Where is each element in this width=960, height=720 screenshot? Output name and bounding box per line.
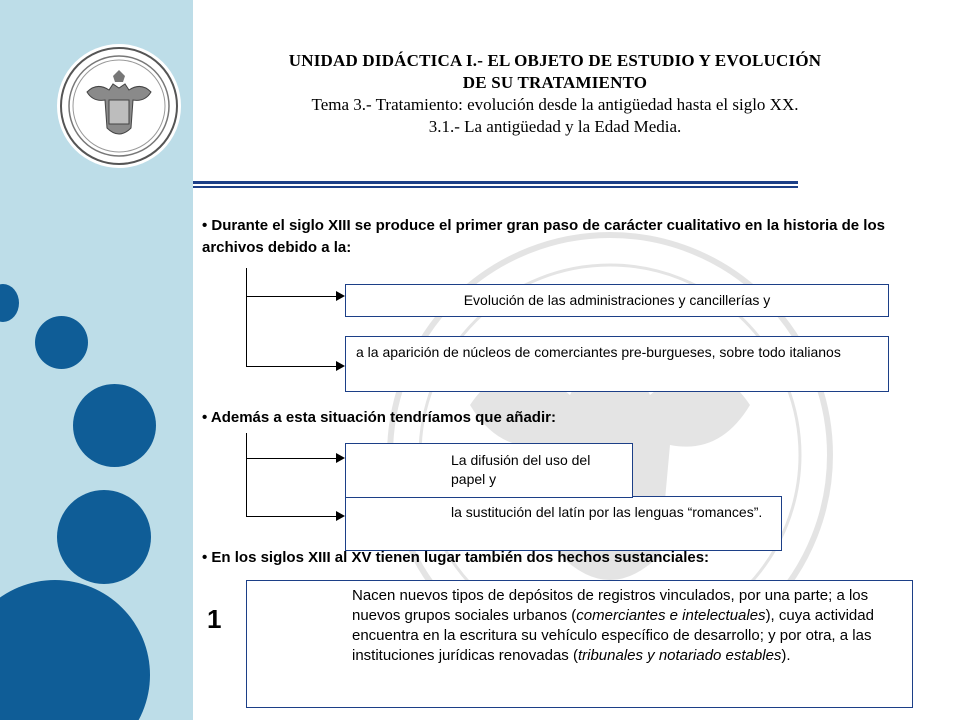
decorative-circle-1 [0, 284, 19, 322]
arrow-right-icon [336, 511, 345, 521]
connector-vertical-1 [246, 268, 247, 367]
bullet-ademas: • Además a esta situación tendríamos que añadir: [202, 409, 556, 426]
arrow-right-icon [336, 453, 345, 463]
connector-horizontal-1b [246, 366, 336, 367]
final-text-part3: ). [781, 647, 791, 664]
box-difusion-papel [345, 443, 633, 498]
bullet-siglos-xiii-xv: • En los siglos XIII al XV tienen lugar también dos hechos sustanciales: [202, 549, 710, 566]
header-rule-top [193, 181, 798, 184]
slide-number: 1 [207, 604, 222, 634]
final-text-part1: Nacen nuevos tipos de depósitos de registros vinculados, por una parte; a los nuevos grupos sociales urbanos ( [352, 587, 869, 624]
decorative-circle-4 [57, 490, 151, 584]
connector-horizontal-2a [246, 458, 336, 459]
university-crest-icon [57, 44, 181, 168]
unit-title-line1: UNIDAD DIDÁCTICA I.- EL OBJETO DE ESTUDIO Y EVOLUCIÓN [288, 51, 822, 70]
decorative-circle-2 [35, 316, 88, 369]
decorative-circle-3 [73, 384, 156, 467]
box-comerciantes-text: a la aparición de núcleos de comerciantes pre-burgueses, sobre todo italianos [356, 344, 841, 360]
header-rule-bottom [193, 186, 798, 188]
box-nuevos-depositos [246, 580, 913, 708]
connector-vertical-2 [246, 433, 247, 517]
box-evolucion-text: Evolución de las administraciones y cancillerías y [463, 292, 771, 308]
sidebar-panel [0, 0, 193, 720]
box-sustitucion-text: la sustitución del latín por las lenguas “romances”. [451, 504, 763, 520]
arrow-right-icon [336, 361, 345, 371]
final-text-italic2: tribunales y notariado estables [577, 647, 782, 664]
connector-horizontal-2b [246, 516, 336, 517]
topic-subtitle-line2: 3.1.- La antigüedad y la Edad Media. [428, 117, 682, 136]
box-sustitucion-latin [345, 496, 782, 551]
bullet-siglo-xiii: • Durante el siglo XIII se produce el primer gran paso de carácter cualitativo en la historia de los archivos debido a la: [202, 217, 885, 256]
unit-title-line2: DE SU TRATAMIENTO [462, 73, 648, 92]
slide-header [195, 50, 915, 138]
decorative-circle-5 [0, 580, 150, 720]
arrow-right-icon [336, 291, 345, 301]
connector-horizontal-1a [246, 296, 336, 297]
box-evolucion-administraciones [345, 284, 889, 317]
box-comerciantes-preburgueses [345, 336, 889, 392]
final-text-part2: ), cuya actividad encuentra en la escritura su vehículo específico de desarrollo; y por otra, a las instituciones jurídicas renovadas ( [352, 607, 874, 664]
final-text-italic1: comerciantes e intelectuales [576, 607, 766, 624]
box-difusion-text: La difusión del uso del papel y [451, 452, 591, 487]
topic-subtitle-line1: Tema 3.- Tratamiento: evolución desde la antigüedad hasta el siglo XX. [311, 95, 799, 114]
